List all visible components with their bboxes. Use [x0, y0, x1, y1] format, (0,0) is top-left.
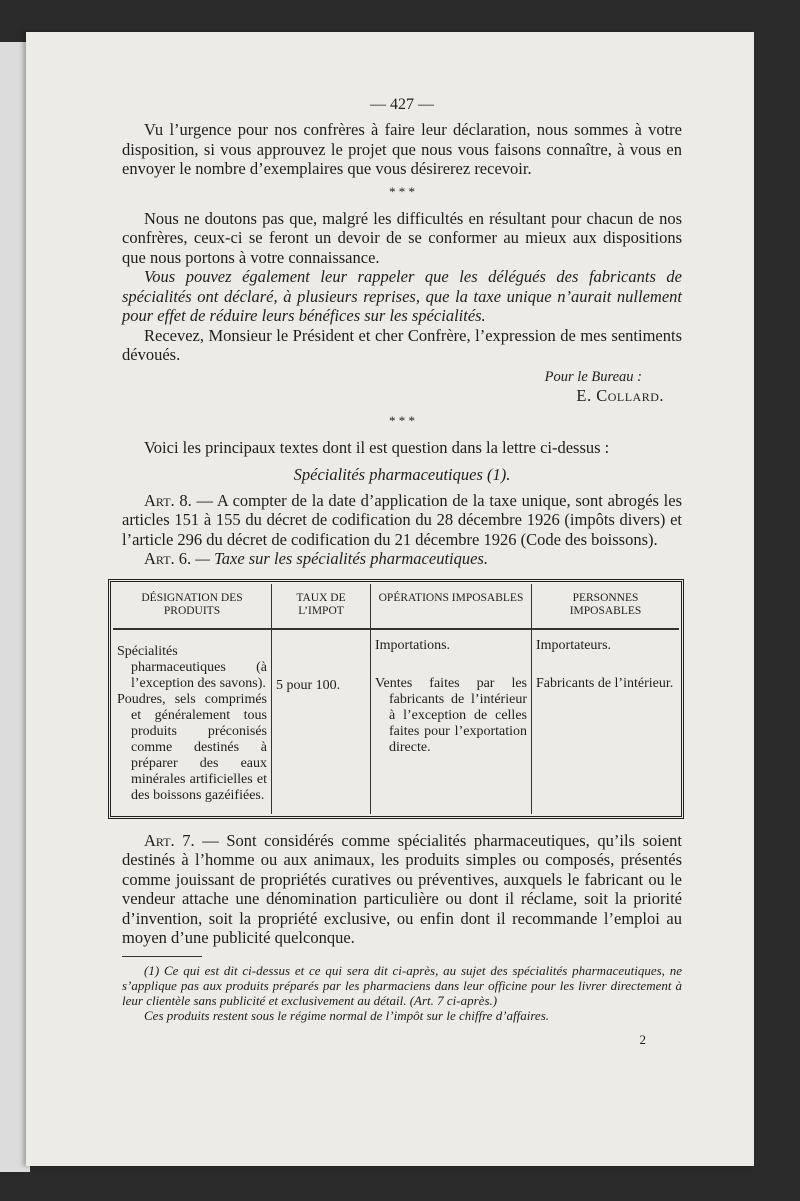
section-title: Spécialités pharmaceutiques (1). — [293, 465, 511, 484]
cell-operations — [371, 629, 532, 814]
products-specialities: Spécialités pharmaceutiques (à l’exception des savons). — [117, 643, 267, 691]
signature-prefix: Pour le Bureau : — [544, 368, 642, 385]
page-content — [117, 96, 683, 1023]
signature-name: E. Collard. — [576, 385, 664, 405]
article-8 — [122, 491, 682, 550]
cell-rate — [272, 629, 371, 814]
article-6 — [122, 549, 682, 569]
asterism: * * * — [389, 183, 415, 199]
paragraph-reminder: Vous pouvez également leur rappeler que les délégués des fabricants de spécialités ont déclaré, à plusieurs reprises, que la taxe unique n’aurait nullement pour effet de réduire leurs bénéfices sur les spécialités. — [122, 267, 682, 325]
asterism-2: * * * — [389, 412, 415, 428]
footnote-rule — [122, 956, 202, 957]
header-persons: PERSONNES IMPOSABLES — [532, 584, 680, 629]
tax-table-frame — [108, 579, 684, 819]
document-page — [26, 32, 754, 1166]
page-number: — 427 — — [370, 96, 434, 113]
section-separator — [122, 183, 682, 199]
header-designation: DÉSIGNATION DES PRODUITS — [113, 584, 272, 629]
article-8-text: — A compter de la date d’application de la taxe unique, sont abrogés les articles 151 à 155 du décret de codification du 28 décembre 1926 (impôts divers) et l’article 296 du décret de codification du 21 décembre 1926 (Code des boissons). — [122, 490, 683, 549]
intro-texts: Voici les principaux textes dont il est question dans la lettre ci-dessus : — [144, 437, 610, 457]
article-7 — [122, 831, 682, 948]
operations-imports: Importations. — [375, 637, 451, 653]
tax-table — [113, 584, 679, 814]
table-header-row — [113, 584, 679, 629]
products-powders: Poudres, sels comprimés et généralement tous produits préconisés comme destinés à préparer des eaux minérales artificielles et des boissons gazéifiées. — [117, 691, 267, 803]
paragraph-confidence: Nous ne doutons pas que, malgré les difficultés en résultant pour chacun de nos confrères, ceux-ci se feront un devoir de se conformer au mieux aux dispositions que nous portons à votre connaissance. — [122, 208, 682, 267]
header-rate: TAUX DE L’IMPOT — [272, 584, 371, 629]
persons-manufacturers: Fabricants de l’intérieur. — [536, 675, 674, 691]
article-7-text: — Sont considérés comme spécialités pharmaceutiques, qu’ils soient destinés à l’homme ou aux animaux, les produits simples ou composés, présentés comme jouissant de propriétés curatives ou préventives, auxquels le fabricant ou le vendeur attache une dénomination particulière ou dont il réclame, soit la priorité d’invention, soit la propriété exclusive, ou enfin dont il recommande l’emploi au moyen d’une publicité quelconque. — [122, 830, 682, 947]
section-separator-2 — [122, 412, 682, 428]
header-operations: OPÉRATIONS IMPOSABLES — [371, 584, 532, 629]
article-6-text: — Taxe sur les spécialités pharmaceutiques. — [191, 549, 488, 568]
sheet-number: 2 — [639, 1032, 646, 1047]
operations-sales: Ventes faites par les fabricants de l’intérieur à l’exception de celles faites pour l’exportation directe. — [375, 675, 527, 755]
cell-persons — [532, 629, 680, 814]
footnote-2: Ces produits restent sous le régime normal de l’impôt sur le chiffre d’affaires. — [144, 1007, 550, 1023]
rate-value: 5 pour 100. — [276, 677, 341, 693]
paragraph-closing: Recevez, Monsieur le Président et cher Confrère, l’expression de mes sentiments dévoués. — [122, 325, 682, 364]
persons-importers: Importateurs. — [536, 637, 612, 653]
footnote-1: (1) Ce qui est dit ci-dessus et ce qui sera dit ci-après, au sujet des spécialités pharmaceutiques, ne s’applique pas aux produits préparés par les pharmaciens dans leur officine pour les livrer directement à leur clientèle sans publicité et exclusivement au détail. (Art. 7 ci-après.) — [122, 962, 682, 1008]
cell-products — [113, 629, 272, 814]
table-row — [113, 629, 679, 814]
article-8-label: Art. 8. — [144, 490, 192, 510]
article-6-label: Art. 6. — [144, 549, 192, 568]
article-7-label: Art. 7. — [144, 830, 195, 850]
paragraph-urgency: Vu l’urgence pour nos confrères à faire leur déclaration, nous sommes à votre disposition, si vous approuvez le projet que nous vous faisons connaître, à vous en envoyer le nombre d’exemplaires que vous désirerez recevoir. — [122, 120, 682, 178]
